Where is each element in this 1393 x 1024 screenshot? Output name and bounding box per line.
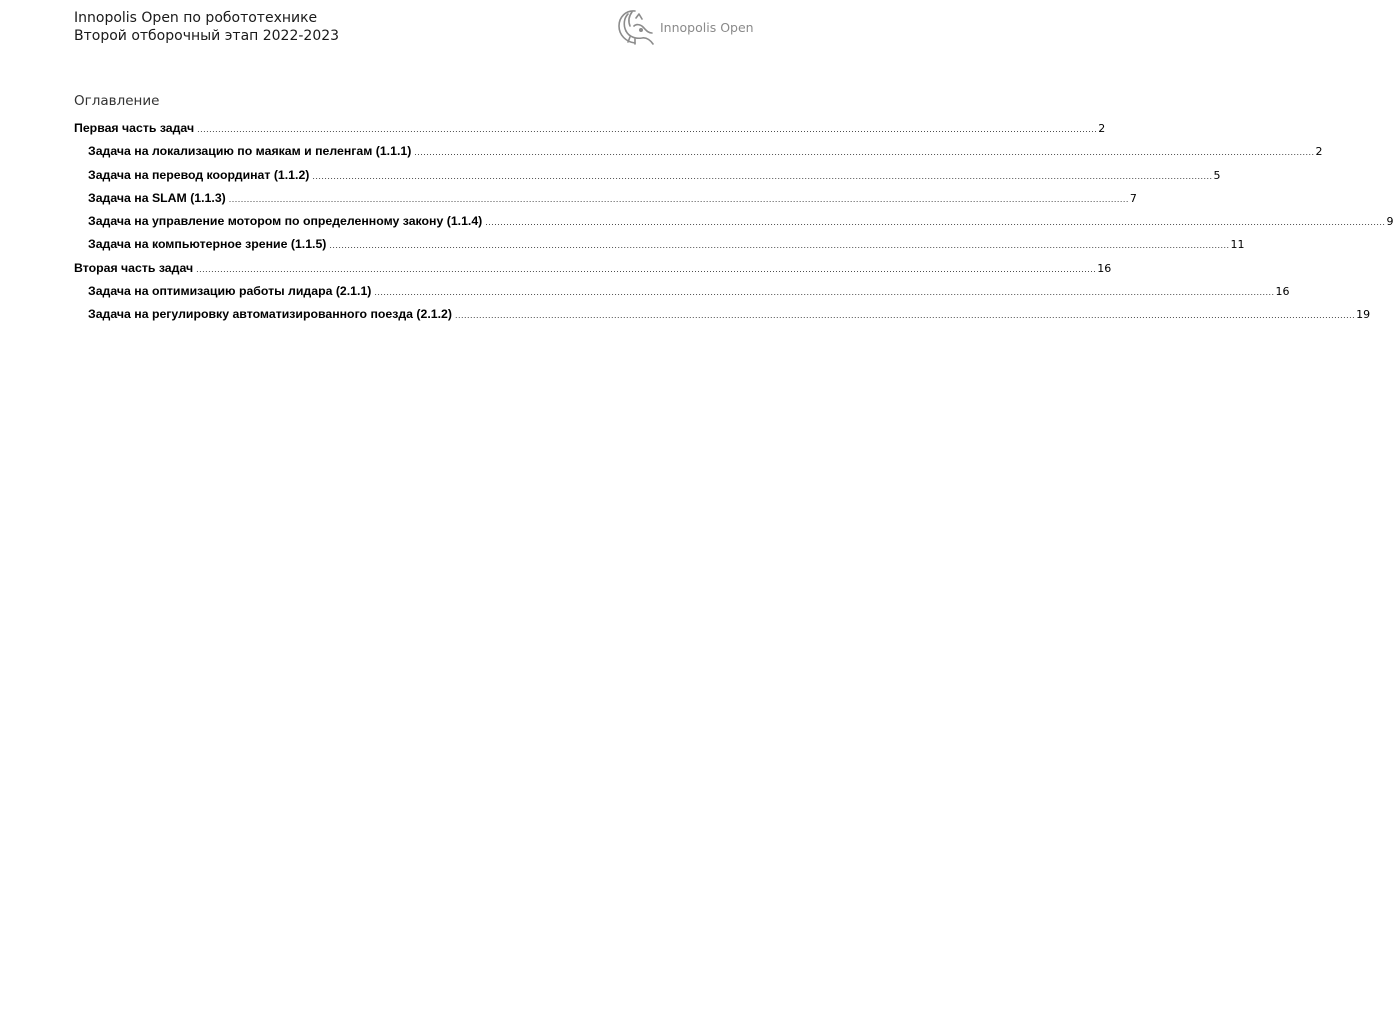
toc-entry-page-number[interactable]: 2 xyxy=(1315,145,1323,159)
toc-entry-page-number[interactable]: 16 xyxy=(1097,261,1112,275)
toc-entry[interactable] xyxy=(74,237,1245,260)
innopolis-mouse-logo-icon xyxy=(614,6,656,48)
toc-entry-label[interactable]: Задача на локализацию по маякам и пеленгам (1.1.1) xyxy=(88,144,412,159)
toc-dot-leader: ............................................................................................................................................................................................................................................................................................................ xyxy=(414,147,1315,158)
toc-dot-leader: ............................................................................................................................................................................................................................................................................................................ xyxy=(196,263,1097,274)
document-header xyxy=(74,9,339,45)
toc-entry-page-number[interactable]: 2 xyxy=(1098,122,1106,135)
toc-entry-label[interactable]: Первая часть задач xyxy=(74,121,195,135)
toc-entry-page-number[interactable]: 19 xyxy=(1356,308,1371,322)
toc-entry-label[interactable]: Вторая часть задач xyxy=(74,260,194,275)
table-of-contents xyxy=(74,121,1393,331)
toc-entry-page-number[interactable]: 16 xyxy=(1275,285,1290,299)
toc-entry[interactable] xyxy=(74,144,1323,167)
toc-dot-leader: ............................................................................................................................................................................................................................................................................................................ xyxy=(197,124,1098,134)
toc-heading: Оглавление xyxy=(74,93,160,109)
toc-entry-page-number[interactable]: 11 xyxy=(1230,238,1245,252)
toc-entry[interactable] xyxy=(74,284,1290,307)
toc-dot-leader: ............................................................................................................................................................................................................................................................................................................ xyxy=(454,310,1356,321)
toc-entry-label[interactable]: Задача на оптимизацию работы лидара (2.1.1) xyxy=(88,284,372,299)
toc-entry[interactable] xyxy=(74,260,1112,284)
toc-entry[interactable] xyxy=(74,214,1393,237)
toc-dot-leader: ............................................................................................................................................................................................................................................................................................................ xyxy=(485,217,1386,228)
toc-dot-leader: ............................................................................................................................................................................................................................................................................................................ xyxy=(228,193,1129,204)
toc-entry-label[interactable]: Задача на управление мотором по определенному закону (1.1.4) xyxy=(88,214,483,229)
toc-entry-page-number[interactable]: 9 xyxy=(1386,215,1393,229)
toc-entry-label[interactable]: Задача на компьютерное зрение (1.1.5) xyxy=(88,237,327,252)
toc-entry-label[interactable]: Задача на SLAM (1.1.3) xyxy=(88,190,226,205)
toc-dot-leader: ............................................................................................................................................................................................................................................................................................................ xyxy=(312,170,1213,181)
header-line-2: Второй отборочный этап 2022-2023 xyxy=(74,28,340,44)
toc-entry-label[interactable]: Задача на регулировку автоматизированного поезда (2.1.2) xyxy=(88,307,452,322)
innopolis-open-logo xyxy=(614,6,754,48)
toc-entry[interactable] xyxy=(74,167,1221,191)
toc-entry[interactable] xyxy=(74,307,1371,330)
toc-entry[interactable] xyxy=(74,121,1106,144)
toc-entry[interactable] xyxy=(74,190,1137,214)
logo-text: Innopolis Open xyxy=(660,19,754,35)
toc-entry-page-number[interactable]: 7 xyxy=(1129,191,1137,205)
toc-entry-label[interactable]: Задача на перевод координат (1.1.2) xyxy=(88,167,310,182)
toc-dot-leader: ............................................................................................................................................................................................................................................................................................................ xyxy=(374,287,1275,298)
header-line-1: Innopolis Open по робототехнике xyxy=(74,10,318,26)
toc-dot-leader: ............................................................................................................................................................................................................................................................................................................ xyxy=(329,240,1230,251)
toc-entry-page-number[interactable]: 5 xyxy=(1213,168,1221,182)
